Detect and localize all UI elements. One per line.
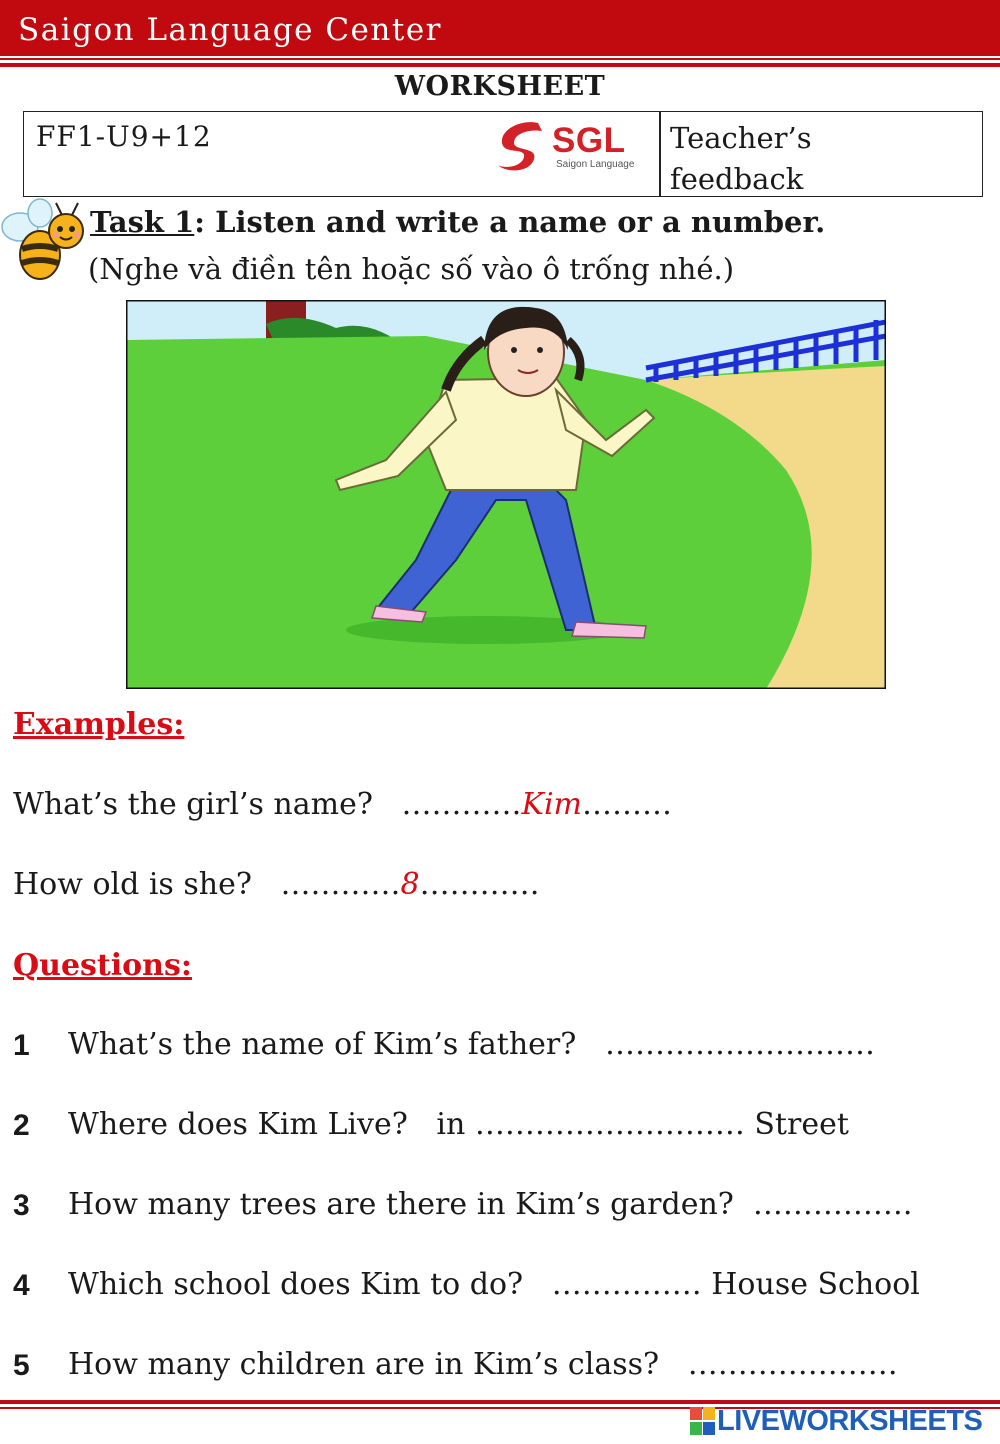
task-subtitle: (Nghe và điền tên hoặc số vào ô trống nhé.) — [88, 252, 735, 286]
question-1-number: 1 — [13, 1029, 30, 1062]
girl-walking-illustration — [126, 300, 886, 689]
question-4-text[interactable]: Which school does Kim to do? …………… House School — [68, 1267, 920, 1302]
question-3-number: 3 — [13, 1189, 30, 1222]
worksheet-title: WORKSHEET — [394, 71, 606, 102]
task-heading — [90, 205, 825, 239]
table-divider — [659, 112, 661, 196]
example-2-question: How old is she? ………… — [13, 867, 401, 902]
feedback-line-1: Teacher’s — [670, 121, 812, 155]
examples-heading: Examples: — [13, 707, 185, 742]
sgl-logo-icon — [494, 117, 554, 175]
example-1 — [13, 787, 672, 822]
top-banner — [0, 0, 1000, 56]
course-code: FF1-U9+12 — [36, 120, 212, 153]
bee-icon — [0, 197, 90, 285]
liveworksheets-logo-icon — [690, 1407, 716, 1437]
question-2-number: 2 — [13, 1109, 30, 1142]
bottom-divider-thick — [0, 1400, 1000, 1404]
task-label: Task 1 — [90, 205, 195, 239]
liveworksheets-brand-text: LIVEWORKSHEETS — [717, 1405, 983, 1437]
example-2-answer: 8 — [400, 867, 420, 902]
liveworksheets-logo — [690, 1405, 995, 1439]
questions-heading: Questions: — [13, 948, 192, 983]
teacher-feedback-label — [670, 118, 970, 200]
center-name: Saigon Language Center — [18, 12, 442, 48]
top-divider-thick — [0, 63, 1000, 67]
question-4-number: 4 — [13, 1269, 30, 1302]
question-5-number: 5 — [13, 1349, 30, 1382]
question-3-text[interactable]: How many trees are there in Kim’s garden? ……………. — [68, 1187, 913, 1222]
example-1-after: ……… — [582, 787, 673, 822]
question-1-text[interactable]: What’s the name of Kim’s father? ……………………… — [68, 1027, 875, 1062]
sgl-logo-text: SGL — [552, 121, 626, 160]
example-2 — [13, 867, 540, 902]
sgl-logo-subtitle: Saigon Language — [556, 159, 635, 170]
sgl-logo — [494, 117, 644, 175]
top-divider — [0, 58, 1000, 60]
feedback-line-2: feedback — [670, 162, 804, 196]
example-1-answer: Kim — [521, 787, 583, 822]
question-5-text[interactable]: How many children are in Kim’s class? ………………… — [68, 1347, 898, 1382]
example-1-question: What’s the girl’s name? ………… — [13, 787, 522, 822]
question-2-text[interactable]: Where does Kim Live? in ……………………… Street — [68, 1107, 849, 1142]
example-2-after: ………… — [419, 867, 540, 902]
task-instruction: : Listen and write a name or a number. — [194, 205, 826, 239]
